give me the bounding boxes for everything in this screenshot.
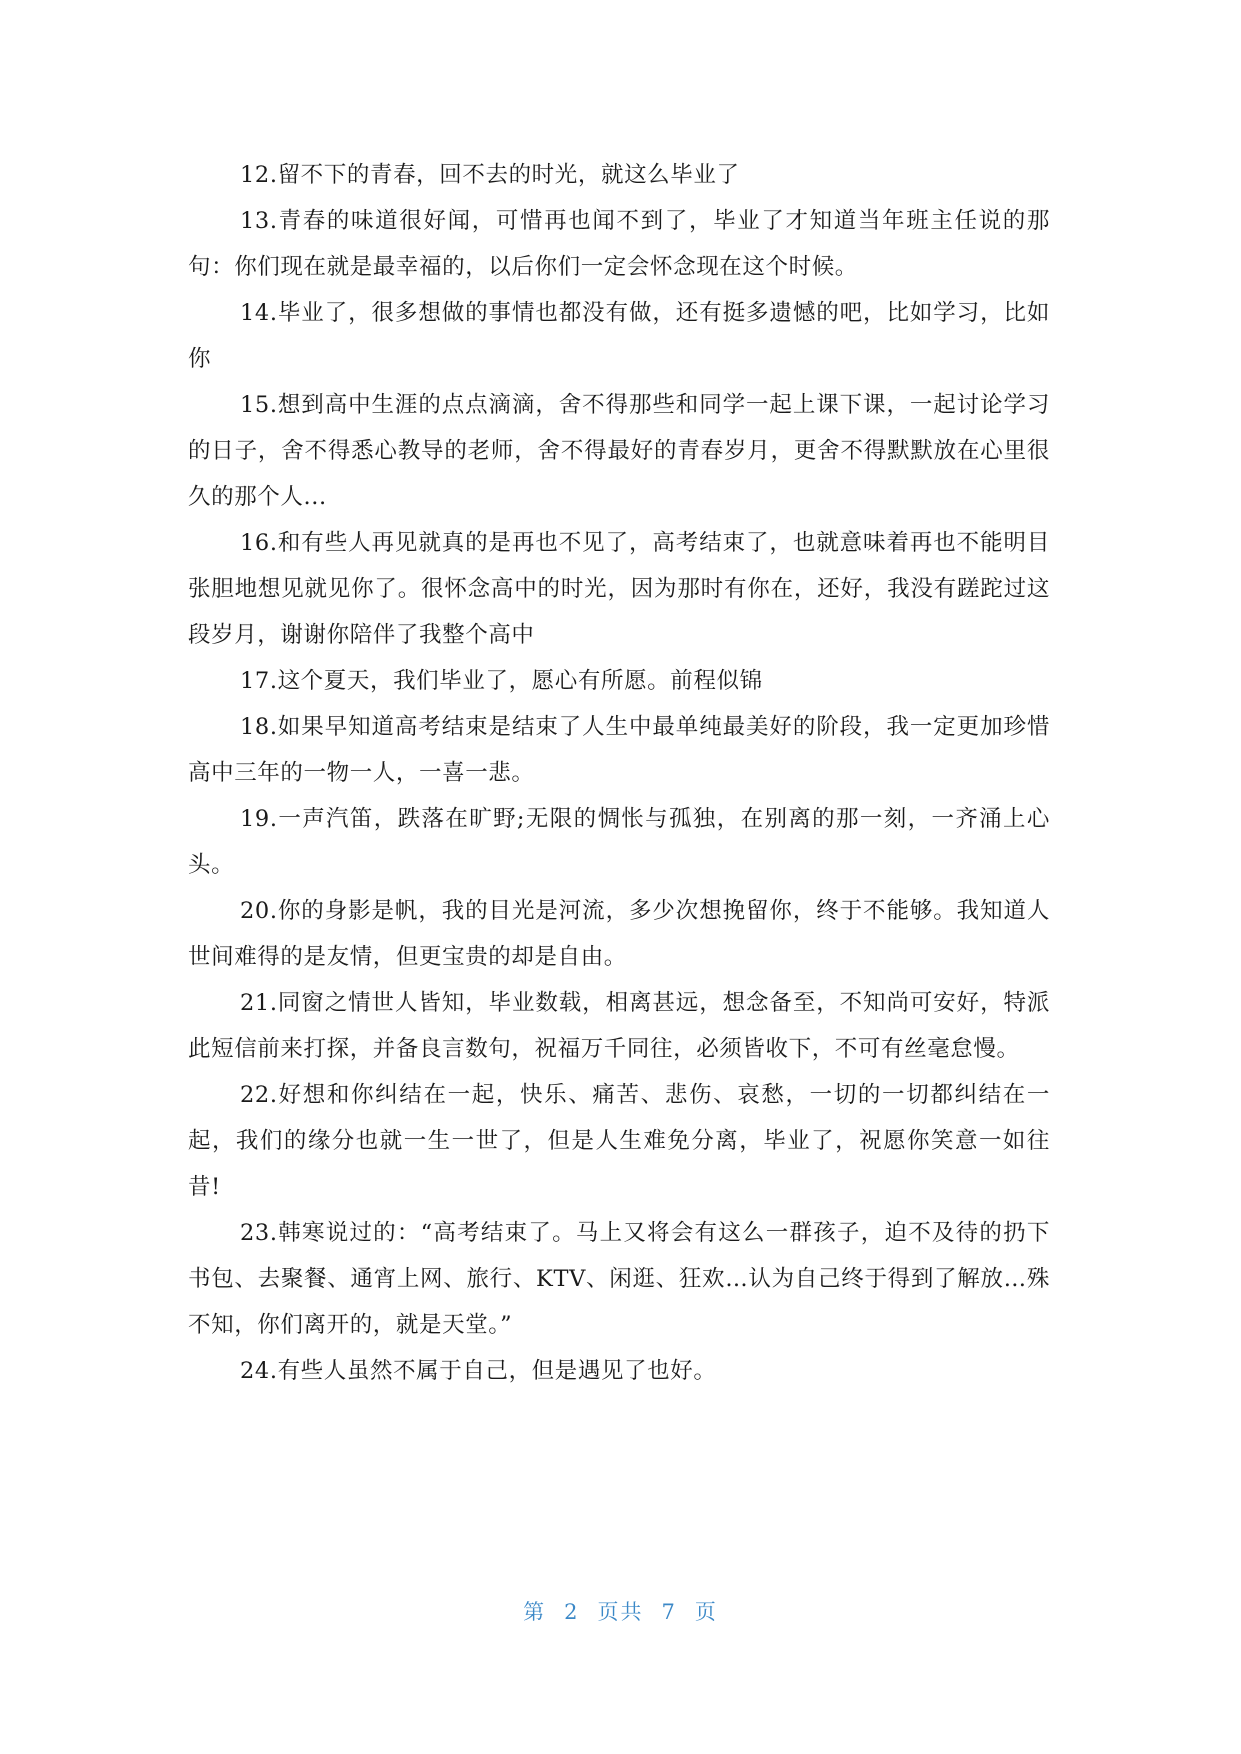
- paragraph-12: 12.留不下的青春，回不去的时光，就这么毕业了: [240, 162, 740, 188]
- document-body: [188, 152, 1050, 1394]
- paragraph-24: 24.有些人虽然不属于自己，但是遇见了也好。: [240, 1358, 717, 1384]
- footer-suffix: 页: [694, 1600, 718, 1624]
- paragraph-23: 23.韩寒说过的：“高考结束了。马上又将会有这么一群孩子，迫不及待的扔下书包、去聚餐、通宵上网、旅行、KTV、闲逛、狂欢…认为自己终于得到了解放…殊不知，你们离开的，就是天堂。”: [188, 1220, 1050, 1338]
- paragraph-18: 18.如果早知道高考结束是结束了人生中最单纯最美好的阶段，我一定更加珍惜高中三年的一物一人，一喜一悲。: [188, 714, 1050, 786]
- paragraph-22: 22.好想和你纠结在一起，快乐、痛苦、悲伤、哀愁，一切的一切都纠结在一起，我们的缘分也就一生一世了，但是人生难免分离，毕业了，祝愿你笑意一如往昔!: [188, 1082, 1050, 1200]
- paragraph-14: 14.毕业了，很多想做的事情也都没有做，还有挺多遗憾的吧，比如学习，比如你: [188, 300, 1050, 372]
- footer-current-page: 2: [564, 1600, 580, 1624]
- paragraph-19: 19.一声汽笛，跌落在旷野;无限的惆怅与孤独，在别离的那一刻，一齐涌上心头。: [188, 806, 1050, 878]
- footer-prefix: 第: [523, 1600, 547, 1624]
- paragraph-20: 20.你的身影是帆，我的目光是河流，多少次想挽留你，终于不能够。我知道人世间难得的是友情，但更宝贵的却是自由。: [188, 898, 1050, 970]
- paragraph-13: 13.青春的味道很好闻，可惜再也闻不到了，毕业了才知道当年班主任说的那句：你们现在就是最幸福的，以后你们一定会怀念现在这个时候。: [188, 208, 1050, 280]
- footer-middle: 页共: [597, 1600, 644, 1624]
- footer-total-pages: 7: [661, 1600, 677, 1624]
- page-number-footer: [0, 1596, 1241, 1626]
- paragraph-15: 15.想到高中生涯的点点滴滴，舍不得那些和同学一起上课下课，一起讨论学习的日子，舍不得悉心教导的老师，舍不得最好的青春岁月，更舍不得默默放在心里很久的那个人...: [188, 392, 1050, 510]
- paragraph-17: 17.这个夏天，我们毕业了，愿心有所愿。前程似锦: [240, 668, 763, 694]
- paragraph-21: 21.同窗之情世人皆知，毕业数载，相离甚远，想念备至，不知尚可安好，特派此短信前来打探，并备良言数句，祝福万千同往，必须皆收下，不可有丝毫怠慢。: [188, 990, 1050, 1062]
- paragraph-16: 16.和有些人再见就真的是再也不见了，高考结束了，也就意味着再也不能明目张胆地想见就见你了。很怀念高中的时光，因为那时有你在，还好，我没有蹉跎过这段岁月，谢谢你陪伴了我整个高中: [188, 530, 1050, 648]
